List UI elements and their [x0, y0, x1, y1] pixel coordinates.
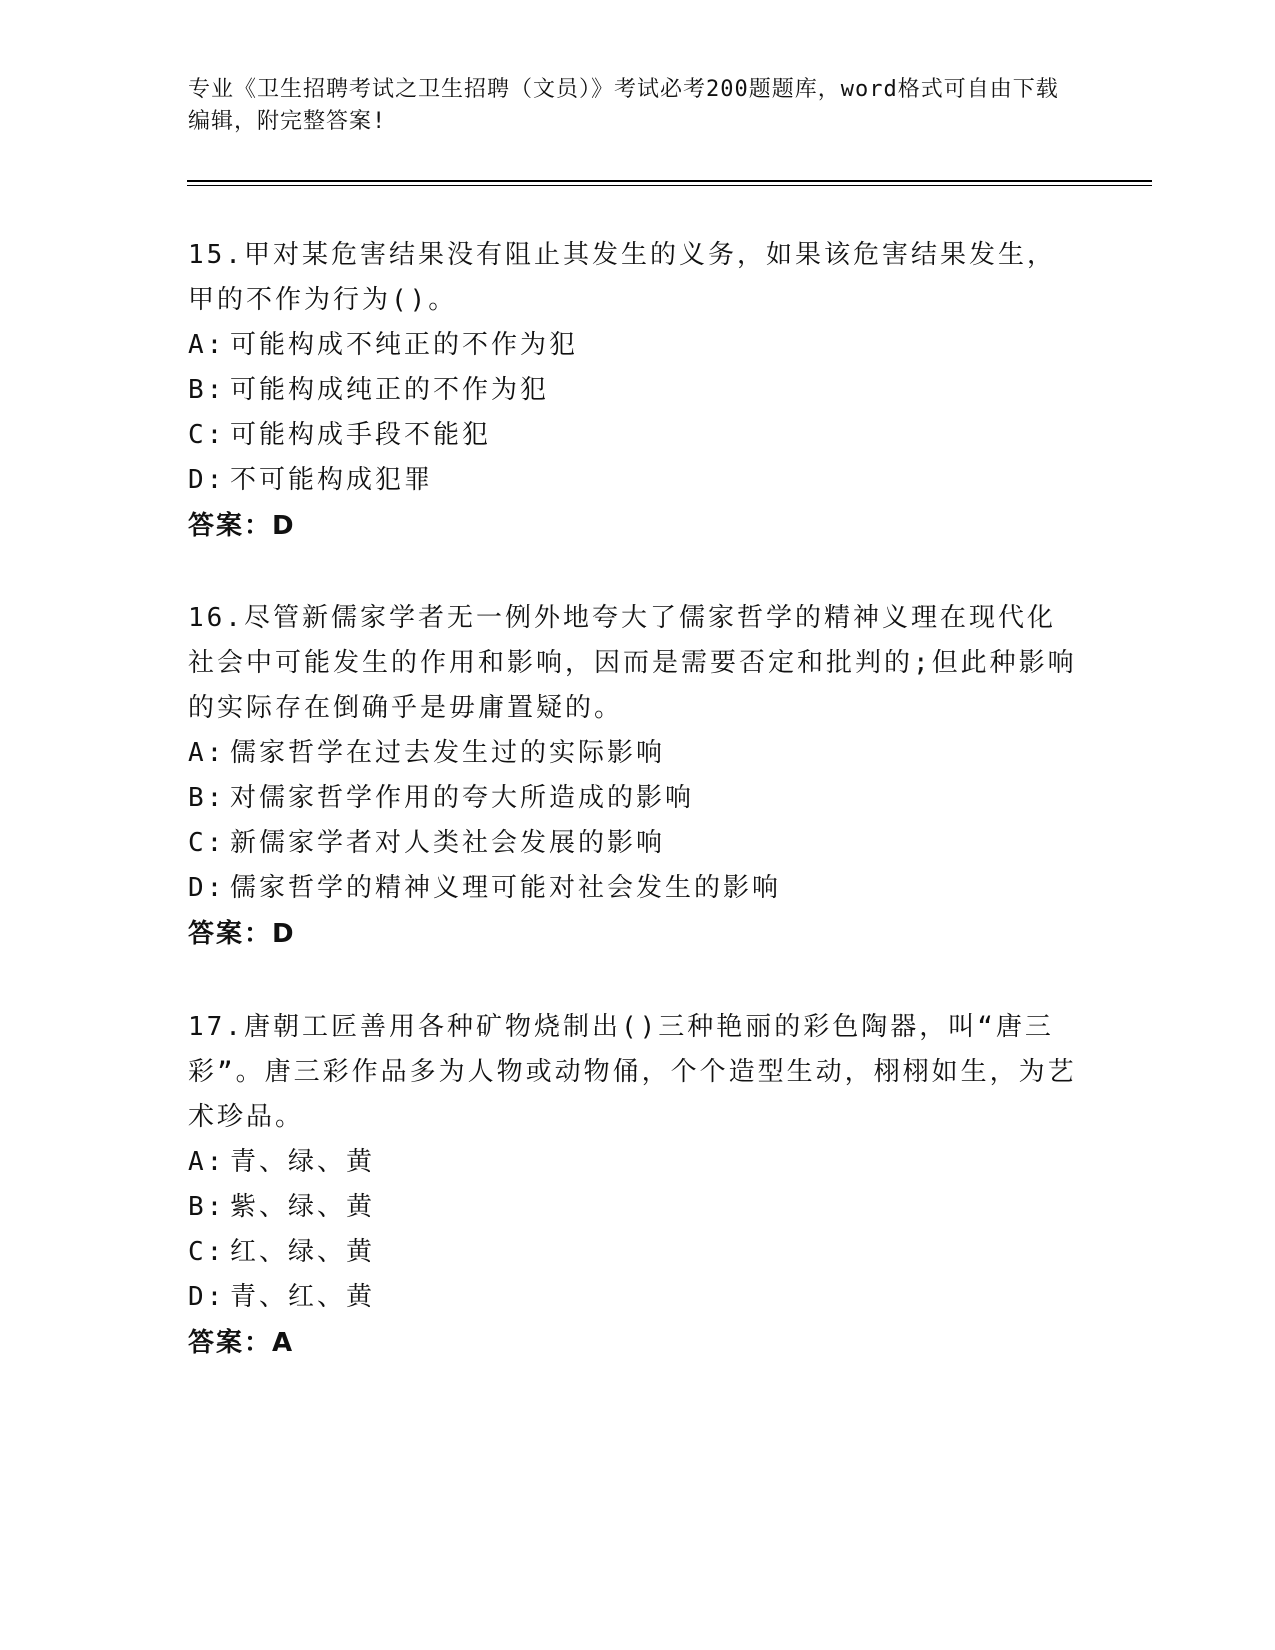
option-letter: C: [188, 420, 226, 450]
option-text: 儒家哲学在过去发生过的实际影响 [230, 738, 666, 768]
option-c [188, 1230, 1078, 1275]
option-text: 紫、绿、黄 [230, 1192, 376, 1222]
option-letter: A: [188, 738, 226, 768]
answer-line: 答案：D [188, 511, 296, 541]
option-c [188, 821, 1078, 866]
option-letter: D: [188, 873, 226, 903]
question-stem: 16.尽管新儒家学者无一例外地夸大了儒家哲学的精神义理在现代化社会中可能发生的作用和影响，因而是需要否定和批判的;但此种影响的实际存在倒确乎是毋庸置疑的。 [188, 603, 1077, 723]
document-header [188, 74, 1068, 138]
option-d [188, 1275, 1078, 1320]
option-b [188, 1185, 1078, 1230]
option-text: 新儒家学者对人类社会发展的影响 [230, 828, 666, 858]
question-16 [188, 596, 1078, 957]
option-text: 可能构成不纯正的不作为犯 [230, 330, 579, 360]
option-text: 对儒家哲学作用的夸大所造成的影响 [230, 783, 695, 813]
option-letter: A: [188, 330, 226, 360]
answer-line: 答案：D [188, 919, 296, 949]
option-text: 可能构成手段不能犯 [230, 420, 492, 450]
question-stem: 15.甲对某危害结果没有阻止其发生的义务，如果该危害结果发生，甲的不作为行为()。 [188, 240, 1056, 315]
option-a [188, 323, 1078, 368]
option-letter: C: [188, 1237, 226, 1267]
option-letter: D: [188, 465, 226, 495]
question-stem: 17.唐朝工匠善用各种矿物烧制出()三种艳丽的彩色陶器，叫“唐三彩”。唐三彩作品多为人物或动物俑，个个造型生动，栩栩如生，为艺术珍品。 [188, 1012, 1077, 1132]
option-text: 青、绿、黄 [230, 1147, 376, 1177]
option-c [188, 413, 1078, 458]
option-a [188, 731, 1078, 776]
option-letter: D: [188, 1282, 226, 1312]
option-b [188, 776, 1078, 821]
option-text: 青、红、黄 [230, 1282, 376, 1312]
option-letter: B: [188, 783, 226, 813]
option-text: 红、绿、黄 [230, 1237, 376, 1267]
option-d [188, 866, 1078, 911]
option-text: 儒家哲学的精神义理可能对社会发生的影响 [230, 873, 782, 903]
option-d [188, 458, 1078, 503]
question-17 [188, 1005, 1078, 1366]
option-b [188, 368, 1078, 413]
option-letter: C: [188, 828, 226, 858]
answer-line: 答案：A [188, 1328, 295, 1358]
question-15 [188, 233, 1078, 549]
option-letter: B: [188, 375, 226, 405]
option-text: 可能构成纯正的不作为犯 [230, 375, 550, 405]
option-letter: B: [188, 1192, 226, 1222]
option-letter: A: [188, 1147, 226, 1177]
option-text: 不可能构成犯罪 [230, 465, 434, 495]
option-a [188, 1140, 1078, 1185]
header-divider-thick [187, 180, 1152, 182]
header-text: 专业《卫生招聘考试之卫生招聘（文员）》考试必考200题题库，word格式可自由下载编辑，附完整答案! [188, 77, 1059, 134]
header-divider-thin [187, 185, 1152, 186]
